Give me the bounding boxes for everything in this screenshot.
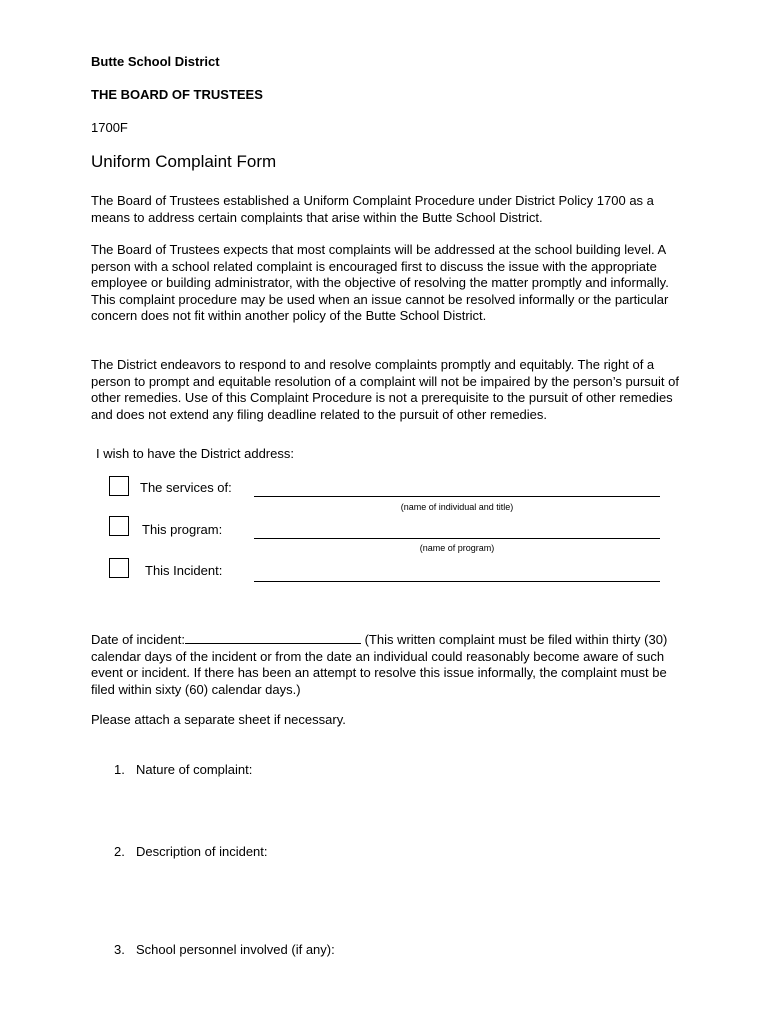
date-instructions: (This written complaint must be filed within thirty (30) calendar days of the incident or from the date an individual could reasonably become aware of such event or incident. If there has been an attempt to resolve this issue informally, the complaint must be filed within sixty (60) calendar days.) [91, 632, 668, 697]
services-checkbox[interactable] [109, 476, 129, 496]
resolution-paragraph: The District endeavors to respond to and resolve complaints promptly and equitably. The right of a person to prompt and equitable resolution of a complaint will not be impaired by the person’s pursuit of other remedies. Use of this Complaint Procedure is not a prerequisite to the pursuit of other remedies and does not extend any filing deadline related to the pursuit of other remedies. [91, 357, 679, 422]
address-prompt: I wish to have the District address: [96, 446, 294, 461]
policy-code: 1700F [91, 120, 128, 135]
incident-checkbox[interactable] [109, 558, 129, 578]
date-label: Date of incident: [91, 632, 185, 647]
district-name: Butte School District [91, 54, 220, 69]
date-section [91, 631, 687, 698]
question-2-number: 2. [114, 844, 125, 859]
services-input[interactable] [254, 496, 660, 497]
expectations-paragraph: The Board of Trustees expects that most complaints will be addressed at the school building level. A person with a school related complaint is encouraged first to discuss the issue with the appropriate employee or building administrator, with the objective of resolving the matter promptly and informally. This complaint procedure may be used when an issue cannot be resolved informally or the particular concern does not fit within another policy of the Butte School District. [91, 242, 669, 323]
incident-input[interactable] [254, 581, 660, 582]
program-input[interactable] [254, 538, 660, 539]
incident-label: This Incident: [145, 563, 223, 578]
question-3-number: 3. [114, 942, 125, 957]
question-3-label: School personnel involved (if any): [136, 942, 335, 957]
services-label: The services of: [140, 480, 232, 495]
program-checkbox[interactable] [109, 516, 129, 536]
page-title: Uniform Complaint Form [91, 152, 277, 171]
intro-paragraph: The Board of Trustees established a Uniform Complaint Procedure under District Policy 1700 as a means to address certain complaints that arise within the Butte School District. [91, 193, 654, 225]
question-1-label: Nature of complaint: [136, 762, 253, 777]
question-2-label: Description of incident: [136, 844, 268, 859]
program-label: This program: [142, 522, 223, 537]
question-1-number: 1. [114, 762, 125, 777]
board-heading: THE BOARD OF TRUSTEES [91, 87, 263, 102]
program-hint: (name of program) [419, 543, 495, 553]
date-input[interactable] [185, 631, 361, 644]
attach-note: Please attach a separate sheet if necessary. [91, 712, 346, 727]
services-hint: (name of individual and title) [400, 502, 514, 512]
